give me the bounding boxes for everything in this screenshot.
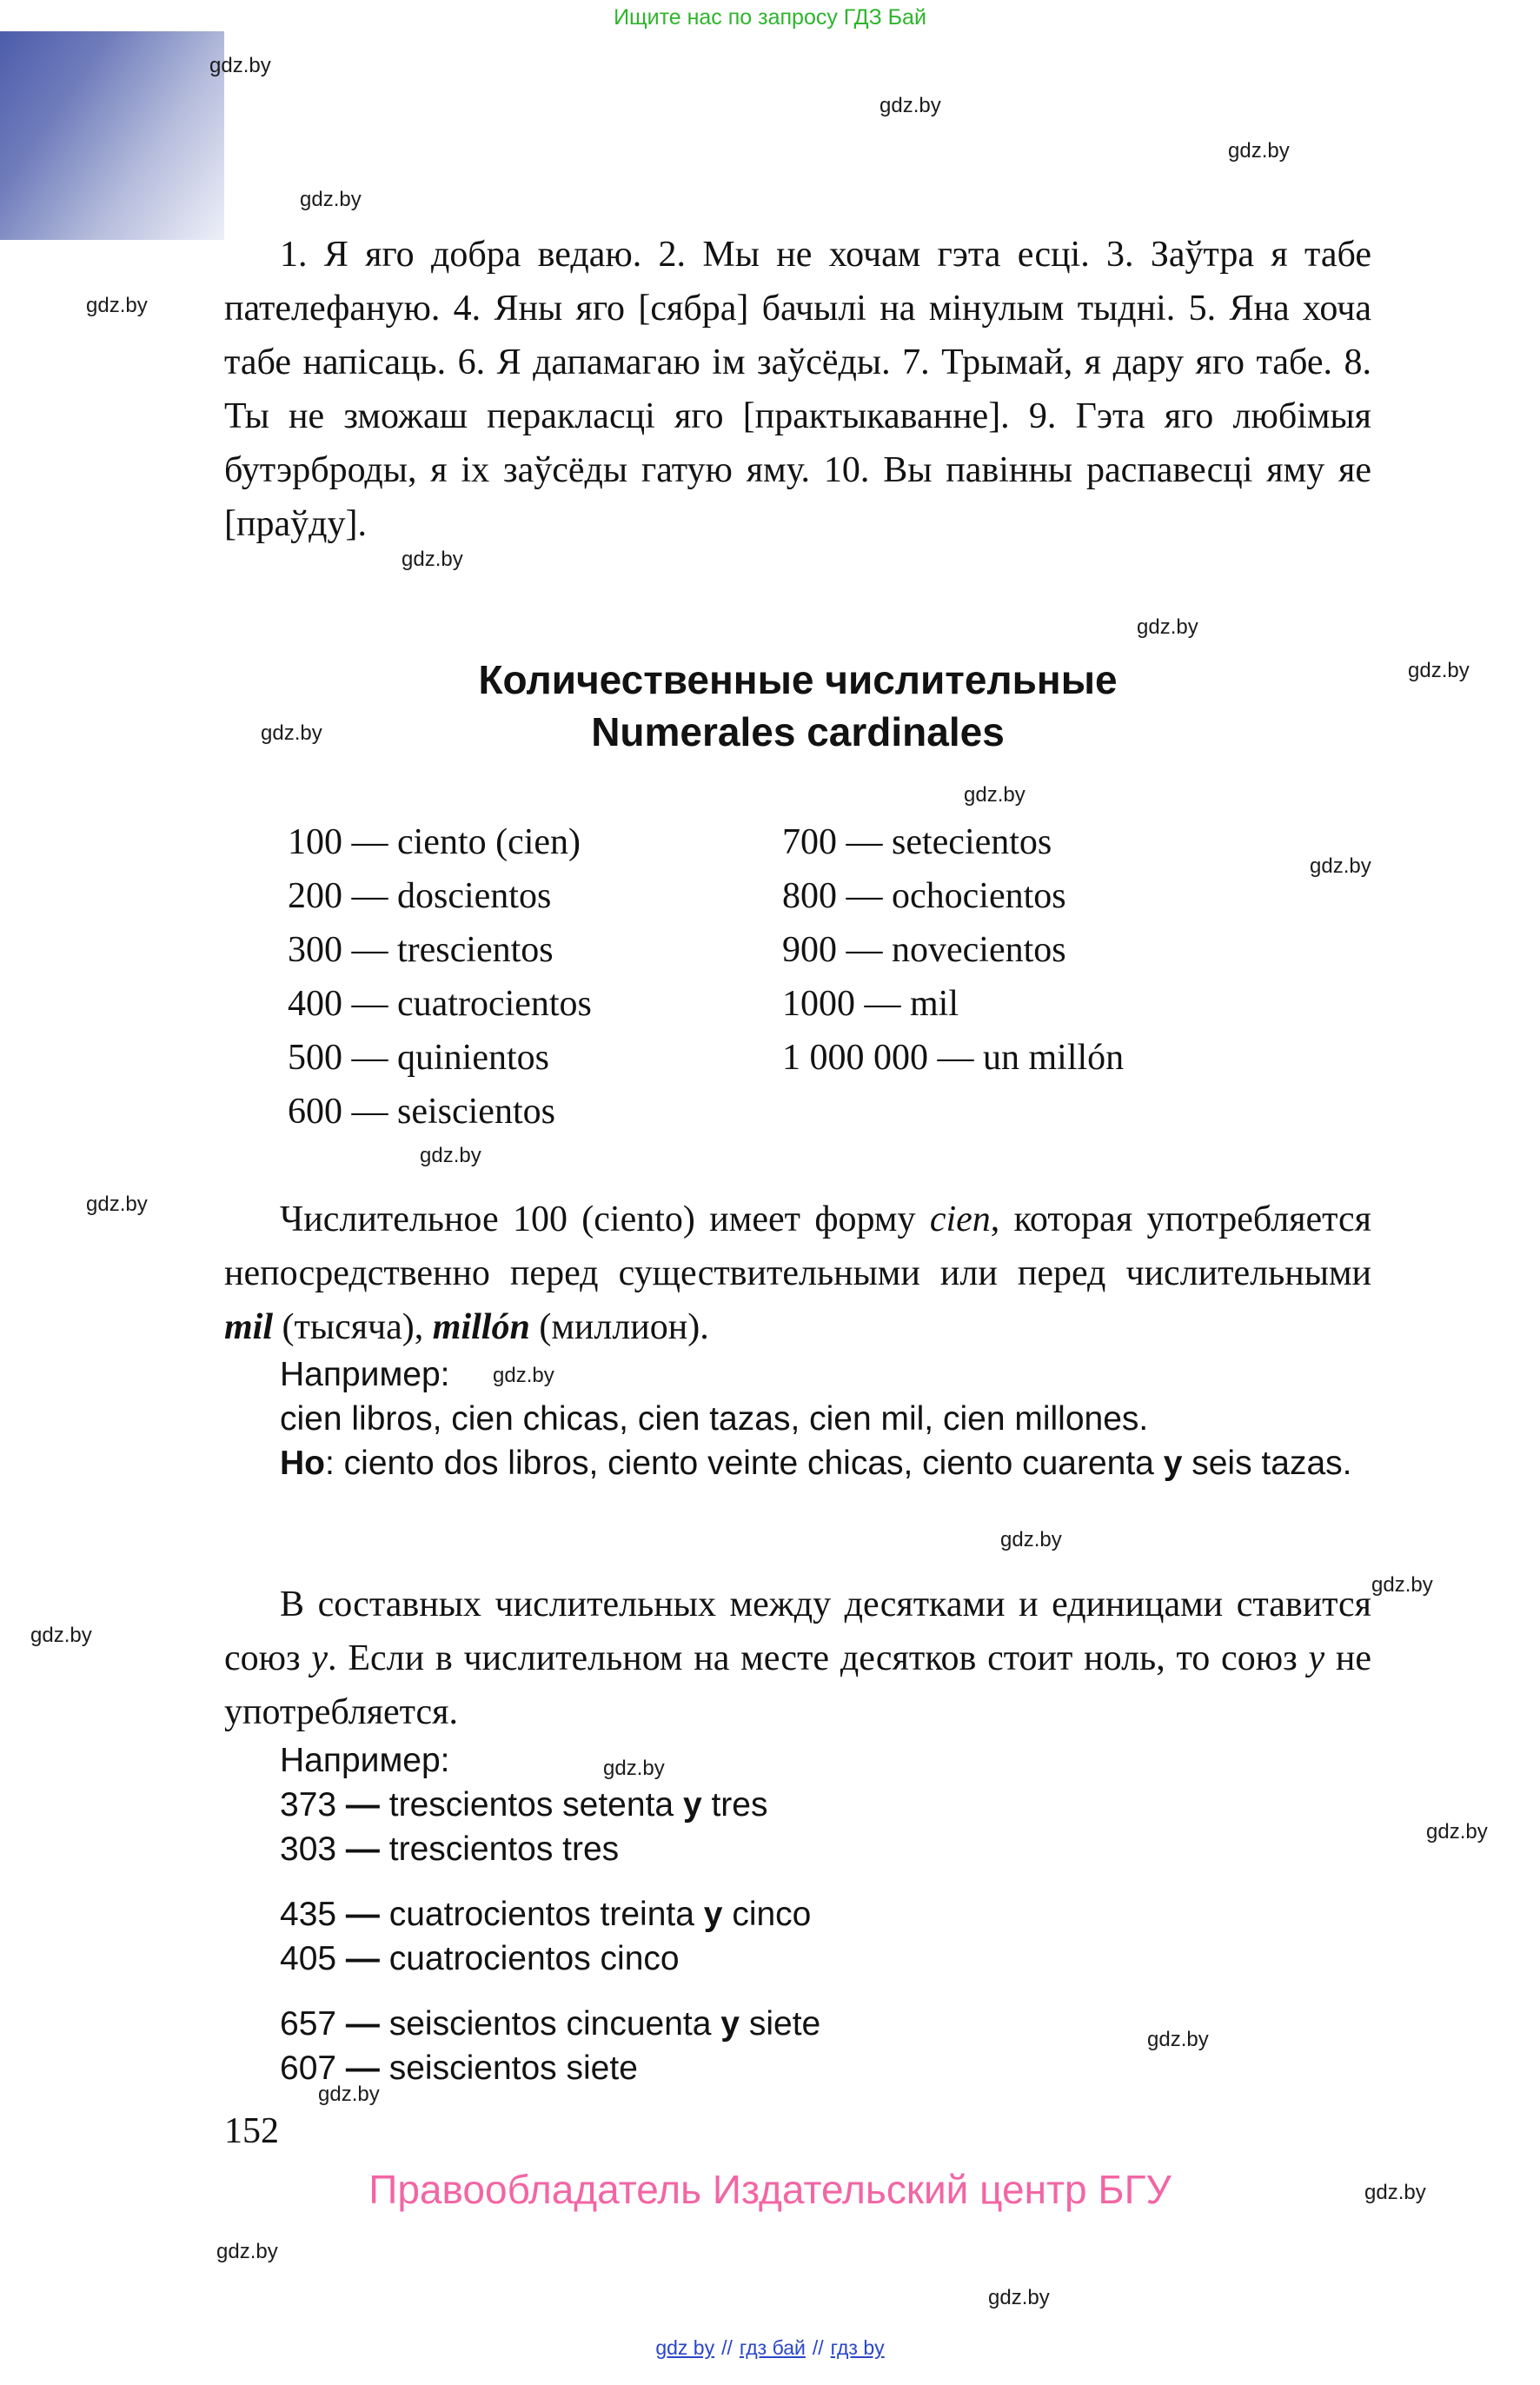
term-cien: cien xyxy=(929,1199,991,1239)
section-heading-es: Numerales cardinales xyxy=(591,709,1005,754)
conjunction-y: y xyxy=(1308,1638,1325,1678)
no-bold: Но xyxy=(280,1445,325,1482)
section-heading xyxy=(224,654,1371,758)
gdz-watermark: gdz.by xyxy=(1147,2028,1209,2051)
example-line: 657 — seiscientos cincuenta y siete xyxy=(280,2005,821,2043)
gdz-watermark: gdz.by xyxy=(880,94,941,117)
gdz-watermark: gdz.by xyxy=(86,1192,148,1216)
copyright-notice: Правообладатель Издательский центр БГУ xyxy=(368,2167,1172,2212)
example-line: 373 — trescientos setenta y tres xyxy=(280,1786,768,1824)
examples-label: Например: xyxy=(280,1356,450,1393)
gdz-watermark: gdz.by xyxy=(1408,659,1470,682)
numeral-item: 900 — novecientos xyxy=(782,930,1066,970)
numerals-list xyxy=(224,815,1371,1150)
gdz-watermark: gdz.by xyxy=(209,54,271,77)
numeral-item: 100 — ciento (cien) xyxy=(288,822,581,862)
footer-separator: // xyxy=(812,2336,824,2359)
footer-link-gdz-bai[interactable]: гдз бай xyxy=(739,2336,806,2359)
gdz-watermark: gdz.by xyxy=(1310,854,1371,878)
footer-link-gdz-by[interactable]: gdz by xyxy=(655,2336,715,2359)
rule-text: В составных числительных между десятками и единицами ставится союз xyxy=(224,1584,1371,1678)
footer-link-gdz-by-2[interactable]: гдз by xyxy=(830,2336,885,2359)
numeral-item: 1 000 000 — un millón xyxy=(782,1038,1125,1078)
gdz-watermark: gdz.by xyxy=(1364,2181,1426,2204)
conjunction-y: y xyxy=(720,2005,740,2043)
example-line: 303 — trescientos tres xyxy=(280,1830,620,1868)
numerals-column-left xyxy=(288,815,592,1139)
rule-text: , которая употребляется непосредственно перед существительными или перед числительными xyxy=(224,1199,1371,1293)
term-millon: millón xyxy=(432,1307,530,1347)
numeral-item: 400 — cuatrocientos xyxy=(288,984,592,1024)
example-group xyxy=(224,1783,1371,1871)
numeral-item: 300 — trescientos xyxy=(288,930,554,970)
gdz-watermark: gdz.by xyxy=(261,721,322,745)
footer-separator: // xyxy=(721,2336,733,2359)
rule-text: (тысяча), xyxy=(273,1307,433,1347)
gdz-watermark: gdz.by xyxy=(216,2240,278,2263)
examples-block-compound xyxy=(224,1738,1371,2090)
example-line: 435 — cuatrocientos treinta y cinco xyxy=(280,1896,812,1933)
gdz-watermark: gdz.by xyxy=(603,1757,665,1780)
example-line: 607 — seiscientos siete xyxy=(280,2050,638,2087)
numeral-item: 1000 — mil xyxy=(782,984,959,1024)
conjunction-y: y xyxy=(1163,1445,1183,1482)
example-group xyxy=(224,2002,1371,2090)
promo-banner: Ищите нас по запросу ГДЗ Бай xyxy=(614,5,926,30)
section-heading-ru: Количественные числительные xyxy=(478,657,1118,702)
footer-links xyxy=(0,2336,1540,2360)
conjunction-y: y xyxy=(311,1638,329,1678)
corner-gradient-decoration xyxy=(0,31,224,240)
gdz-watermark: gdz.by xyxy=(1371,1573,1433,1597)
rule-text: не употребляется. xyxy=(224,1638,1371,1732)
gdz-watermark: gdz.by xyxy=(964,783,1026,807)
gdz-watermark: gdz.by xyxy=(300,188,362,211)
gdz-watermark: gdz.by xyxy=(30,1624,92,1647)
conjunction-y: y xyxy=(703,1896,723,1933)
numeral-item: 700 — setecientos xyxy=(782,822,1052,862)
gdz-watermark: gdz.by xyxy=(420,1144,481,1167)
gdz-watermark: gdz.by xyxy=(1228,139,1290,163)
rule-paragraph-compound xyxy=(224,1578,1371,1739)
gdz-watermark: gdz.by xyxy=(318,2083,380,2106)
numeral-item: 500 — quinientos xyxy=(288,1038,549,1078)
gdz-watermark: gdz.by xyxy=(493,1364,554,1387)
example-line-no: Но: ciento dos libros, ciento veinte chicas, ciento cuarenta y seis tazas. xyxy=(280,1445,1352,1482)
gdz-watermark: gdz.by xyxy=(1000,1528,1062,1551)
conjunction-y: y xyxy=(682,1786,702,1824)
gdz-watermark: gdz.by xyxy=(1426,1820,1488,1844)
examples-block-cien xyxy=(224,1352,1371,1485)
rule-paragraph-ciento xyxy=(224,1192,1371,1354)
example-line: 405 — cuatrocientos cinco xyxy=(280,1940,680,1977)
numeral-item: 200 — doscientos xyxy=(288,876,552,916)
page-number: 152 xyxy=(224,2111,279,2151)
numerals-column-right xyxy=(782,815,1124,1085)
example-line: cien libros, cien chicas, cien tazas, cien mil, cien millones. xyxy=(280,1400,1149,1438)
example-group xyxy=(224,1892,1371,1981)
exercise-sentences: 1. Я яго добра ведаю. 2. Мы не хочам гэта есці. 3. Заўтра я табе пателефаную. 4. Яны яго [сябра] бачылі на мінулым тыдні. 5. Яна хоча табе напісаць. 6. Я дапамагаю ім заўсёды. 7. Трымай, я дару яго табе. 8. Ты не зможаш перакласці яго [практыкаванне]. 9. Гэта яго любімыя бутэрброды, я іх заўсёды гатую яму. 10. Вы павінны распавесці яму яе [праўду]. xyxy=(224,235,1371,544)
gdz-watermark: gdz.by xyxy=(402,548,463,571)
numeral-item: 800 — ochocientos xyxy=(782,876,1066,916)
rule-text: . Если в числительном на месте десятков стоит ноль, то союз xyxy=(328,1638,1309,1678)
gdz-watermark: gdz.by xyxy=(86,294,148,317)
rule-text: Числительное 100 (ciento) имеет форму xyxy=(280,1199,930,1239)
term-mil: mil xyxy=(224,1307,274,1347)
gdz-watermark: gdz.by xyxy=(1137,615,1198,639)
examples-label: Например: xyxy=(280,1742,450,1779)
gdz-watermark: gdz.by xyxy=(988,2286,1050,2309)
rule-text: (миллион). xyxy=(529,1307,709,1347)
numeral-item: 600 — seiscientos xyxy=(288,1092,555,1132)
